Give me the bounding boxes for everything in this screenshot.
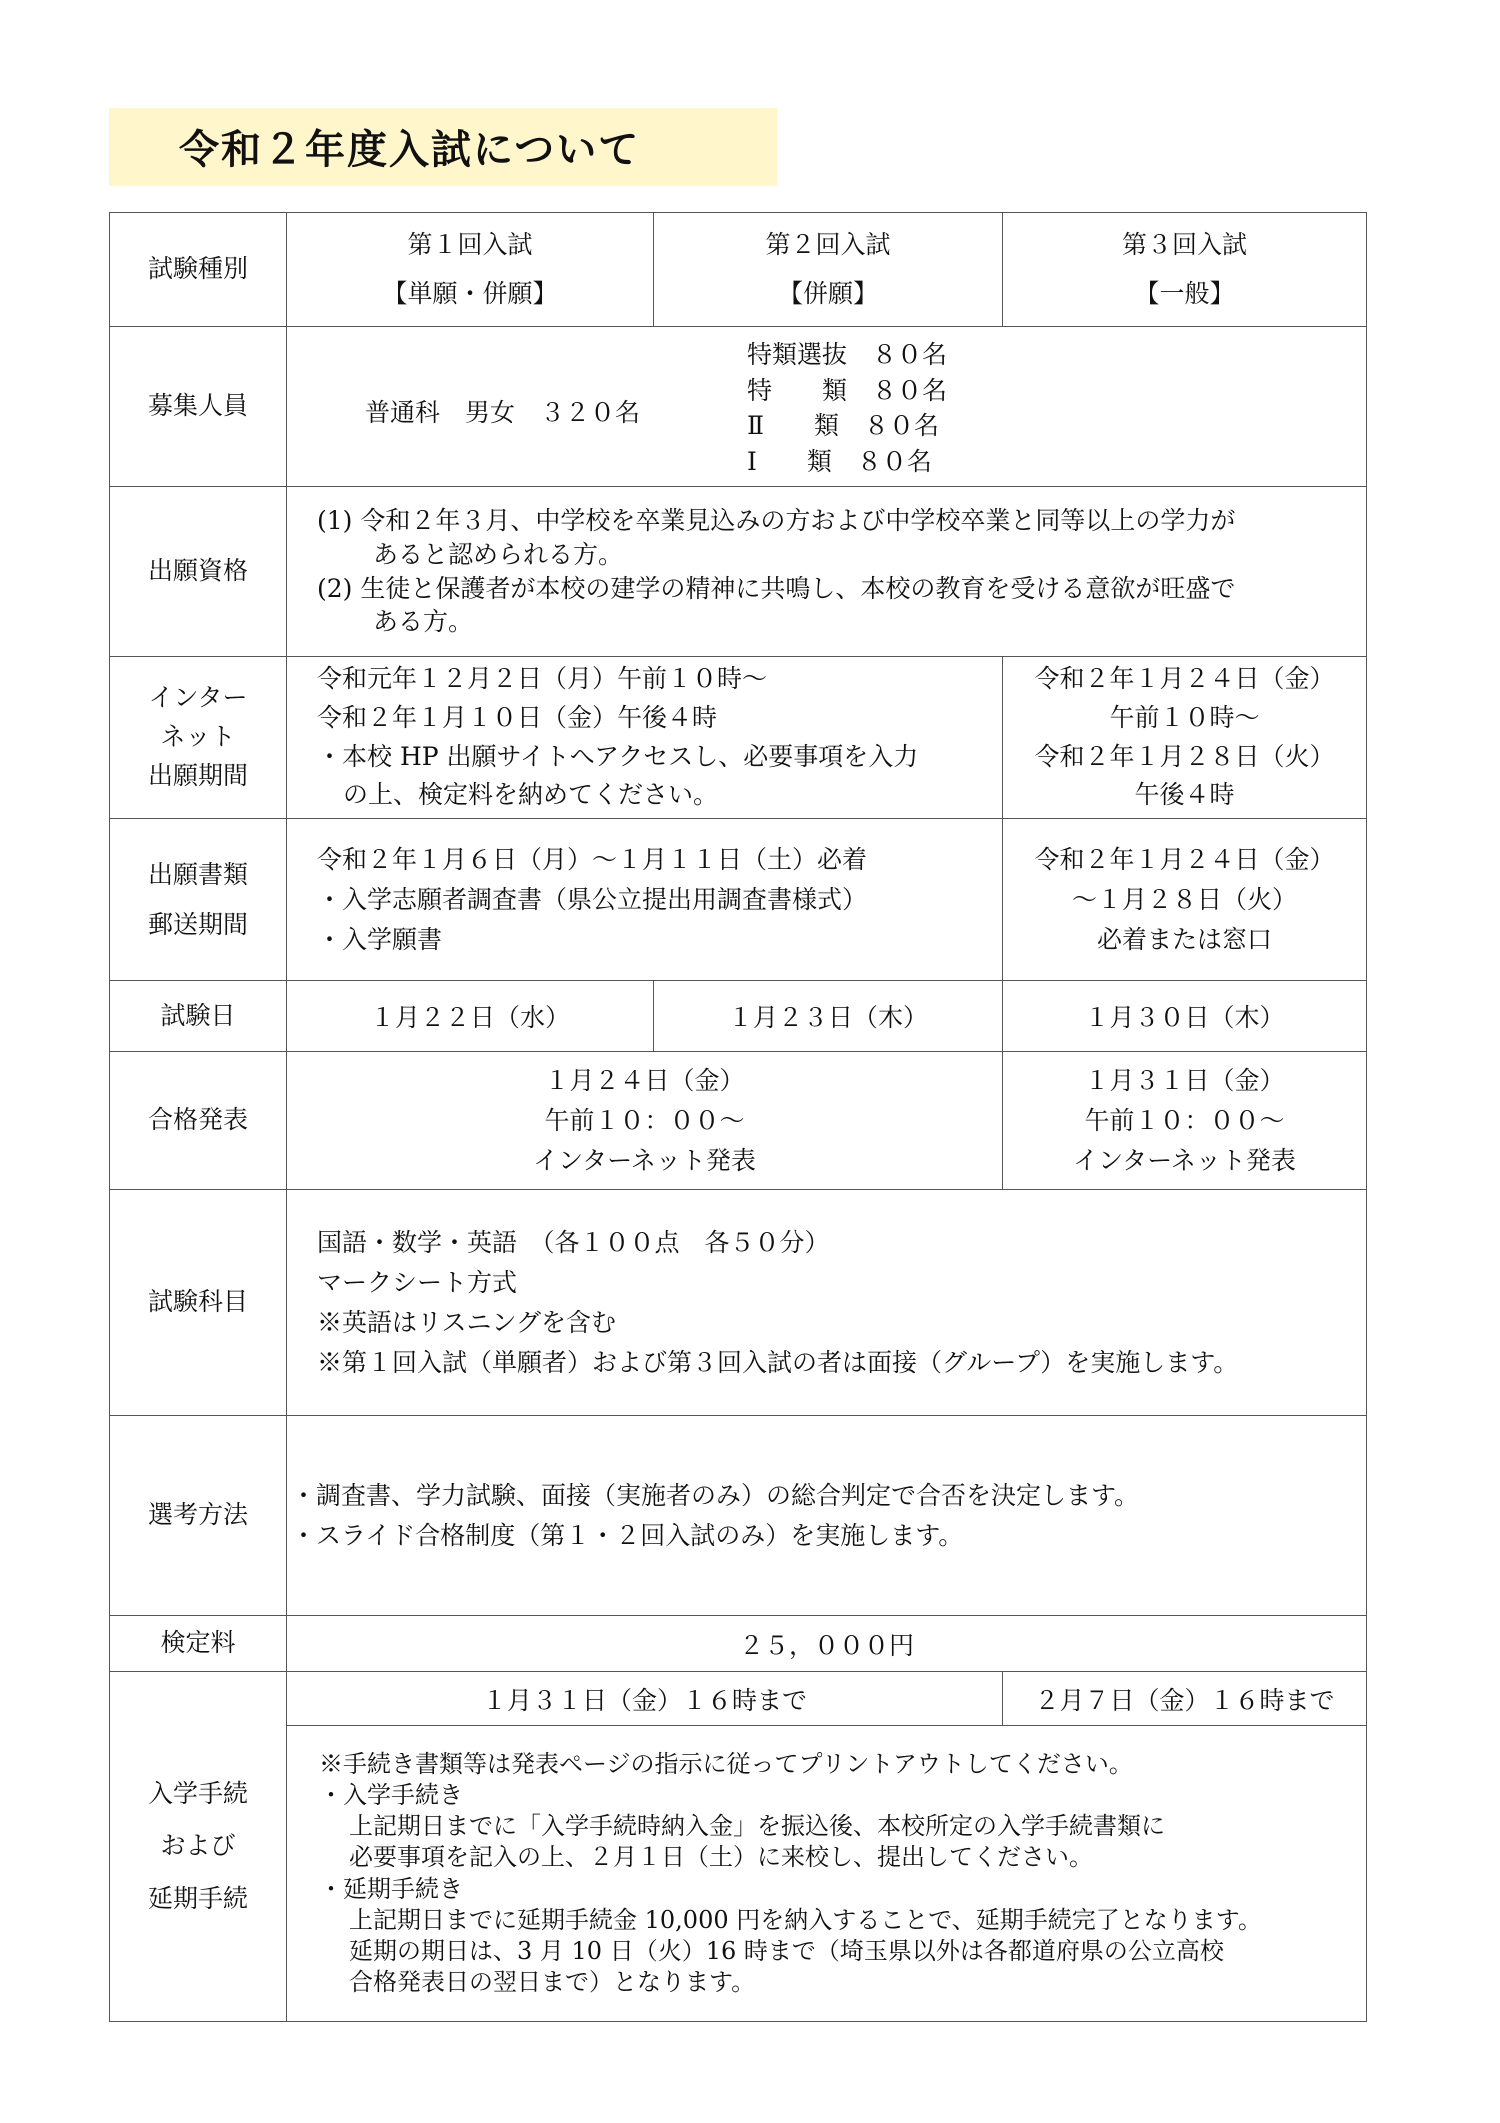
mail-period-round12 (287, 819, 1003, 981)
round3-title: 第３回入試 (1121, 229, 1247, 259)
row-subjects (110, 1190, 1367, 1416)
label-qualification: 出願資格 (110, 487, 287, 657)
exam-day-round3: １月３０日（木） (1003, 981, 1367, 1052)
label-line: 入学手続 (147, 1778, 248, 1808)
period-line: 令和２年１月１０日（金）午後４時 (317, 702, 718, 732)
postpone-line: 上記期日までに延期手続金 10,000 円を納入することで、延期手続完了となります。 (349, 1905, 1262, 1934)
result-line: １月２４日（金） (544, 1065, 745, 1095)
round2-title: 第２回入試 (765, 229, 891, 259)
period-line: 午前１０時～ (1109, 702, 1260, 732)
exam-day-round2: １月２３日（木） (654, 981, 1003, 1052)
result-line: 午前１０：００～ (1084, 1105, 1285, 1135)
admission-heading: ・入学手続き (319, 1780, 463, 1809)
label-line: 郵送期間 (147, 909, 248, 939)
course-item: 特 類 ８０名 (747, 375, 948, 405)
label-result: 合格発表 (110, 1052, 287, 1190)
mail-line: 令和２年１月２４日（金） (1034, 844, 1335, 874)
postpone-line: 合格発表日の翌日まで）となります。 (349, 1968, 756, 1997)
qualification-cell (287, 487, 1367, 657)
admission-line: 上記期日までに「入学手続時納入金」を振込後、本校所定の入学手続書類に (349, 1812, 1165, 1841)
exam-type-round1 (287, 213, 654, 327)
subject-line: 国語・数学・英語 （各１００点 各５０分） (317, 1227, 830, 1257)
row-exam-type (110, 213, 1367, 327)
period-line: ・本校 HP 出願サイトへアクセスし、必要事項を入力 (317, 741, 919, 771)
label-line: 出願書類 (147, 859, 248, 889)
subject-line: ※英語はリスニングを含む (317, 1307, 617, 1337)
period-line: 令和２年１月２４日（金） (1034, 664, 1335, 693)
postpone-line: 延期の期日は、3 月 10 日（火）16 時まで（埼玉県以外は各都道府県の公立高校 (349, 1936, 1224, 1965)
label-line: 延期手続 (147, 1883, 248, 1913)
result-line: インターネット発表 (533, 1145, 756, 1175)
qualification-1: (1) 令和２年３月、中学校を卒業見込みの方および中学校卒業と同等以上の学力が (317, 506, 1236, 535)
exam-type-round3 (1003, 213, 1367, 327)
round1-kind: 【単願・併願】 (382, 278, 558, 308)
result-round3 (1003, 1052, 1367, 1190)
result-line: インターネット発表 (1073, 1145, 1296, 1175)
mail-line: 必着または窓口 (1096, 924, 1272, 954)
selection-line: ・調査書、学力試験、面接（実施者のみ）の総合判定で合否を決定します。 (291, 1480, 1140, 1510)
qualification-1-cont: あると認められる方。 (373, 539, 624, 569)
label-line: ネット (160, 722, 236, 752)
mail-line: 令和２年１月６日（月）～１月１１日（土）必着 (317, 844, 868, 874)
course-item: 特類選抜 ８０名 (747, 340, 948, 369)
label-subjects: 試験科目 (110, 1190, 287, 1416)
label-fee: 検定料 (110, 1616, 287, 1672)
period-line: 令和２年１月２８日（火） (1034, 741, 1335, 771)
period-line: 午後４時 (1134, 780, 1235, 810)
round3-kind: 【一般】 (1134, 278, 1235, 308)
result-line: 午前１０：００～ (544, 1105, 745, 1135)
label-exam-day: 試験日 (110, 981, 287, 1052)
label-line: インター (148, 683, 248, 713)
admission-line: 必要事項を記入の上、２月１日（土）に来校し、提出してください。 (349, 1843, 1093, 1872)
round2-kind: 【併願】 (777, 278, 878, 308)
period-line: 令和元年１２月２日（月）午前１０時～ (317, 664, 768, 693)
label-internet (110, 657, 287, 819)
subjects-cell (287, 1190, 1367, 1416)
recruit-total: 普通科 男女 ３２０名 (365, 398, 641, 427)
internet-period-round3 (1003, 657, 1367, 819)
label-selection: 選考方法 (110, 1416, 287, 1616)
qualification-2: (2) 生徒と保護者が本校の建学の精神に共鳴し、本校の教育を受ける意欲が旺盛で (317, 573, 1236, 603)
row-result (110, 1052, 1367, 1190)
postpone-heading: ・延期手続き (319, 1874, 463, 1903)
label-procedure (110, 1672, 287, 2022)
mail-line: ・入学願書 (317, 924, 443, 954)
title-banner (109, 108, 777, 186)
label-exam-type: 試験種別 (110, 213, 287, 327)
mail-line: ・入学志願者調査書（県公立提出用調査書様式） (317, 884, 868, 914)
label-mail (110, 819, 287, 981)
mail-period-round3 (1003, 819, 1367, 981)
row-selection (110, 1416, 1367, 1616)
exam-info-table (109, 212, 1367, 2022)
recruit-cell (287, 327, 1367, 487)
selection-line: ・スライド合格制度（第１・２回入試のみ）を実施します。 (291, 1520, 964, 1550)
label-recruit: 募集人員 (110, 327, 287, 487)
recruit-courses (747, 337, 947, 479)
label-line: および (160, 1831, 236, 1861)
row-procedure-deadline (110, 1672, 1367, 1726)
selection-cell (287, 1416, 1367, 1616)
procedure-cell (287, 1726, 1367, 2022)
row-recruit (110, 327, 1367, 487)
mail-line: ～１月２８日（火） (1071, 884, 1297, 914)
label-line: 出願期間 (147, 760, 248, 790)
row-fee (110, 1616, 1367, 1672)
page-title: 令和２年度入試について (179, 126, 641, 173)
round1-title: 第１回入試 (407, 229, 533, 259)
procedure-note: ※手続き書類等は発表ページの指示に従ってプリントアウトしてください。 (319, 1749, 1133, 1778)
internet-period-round12 (287, 657, 1003, 819)
result-round12 (287, 1052, 1003, 1190)
period-line: の上、検定料を納めてください。 (343, 780, 719, 810)
exam-day-round1: １月２２日（水） (287, 981, 654, 1052)
course-item: Ⅱ 類 ８０名 (747, 411, 939, 440)
exam-type-round2 (654, 213, 1003, 327)
subject-line: マークシート方式 (317, 1267, 518, 1297)
subject-line: ※第１回入試（単願者）および第３回入試の者は面接（グループ）を実施します。 (317, 1347, 1239, 1377)
row-mail (110, 819, 1367, 981)
result-line: １月３１日（金） (1084, 1065, 1285, 1095)
fee-value: ２５，０００円 (287, 1616, 1367, 1672)
course-item: Ⅰ 類 ８０名 (747, 446, 932, 476)
row-exam-day (110, 981, 1367, 1052)
deadline-round3: ２月７日（金）１６時まで (1003, 1672, 1367, 1726)
row-procedure-detail (110, 1726, 1367, 2022)
row-qualification (110, 487, 1367, 657)
deadline-round12: １月３１日（金）１６時まで (287, 1672, 1003, 1726)
row-internet (110, 657, 1367, 819)
qualification-2-cont: ある方。 (373, 607, 474, 637)
